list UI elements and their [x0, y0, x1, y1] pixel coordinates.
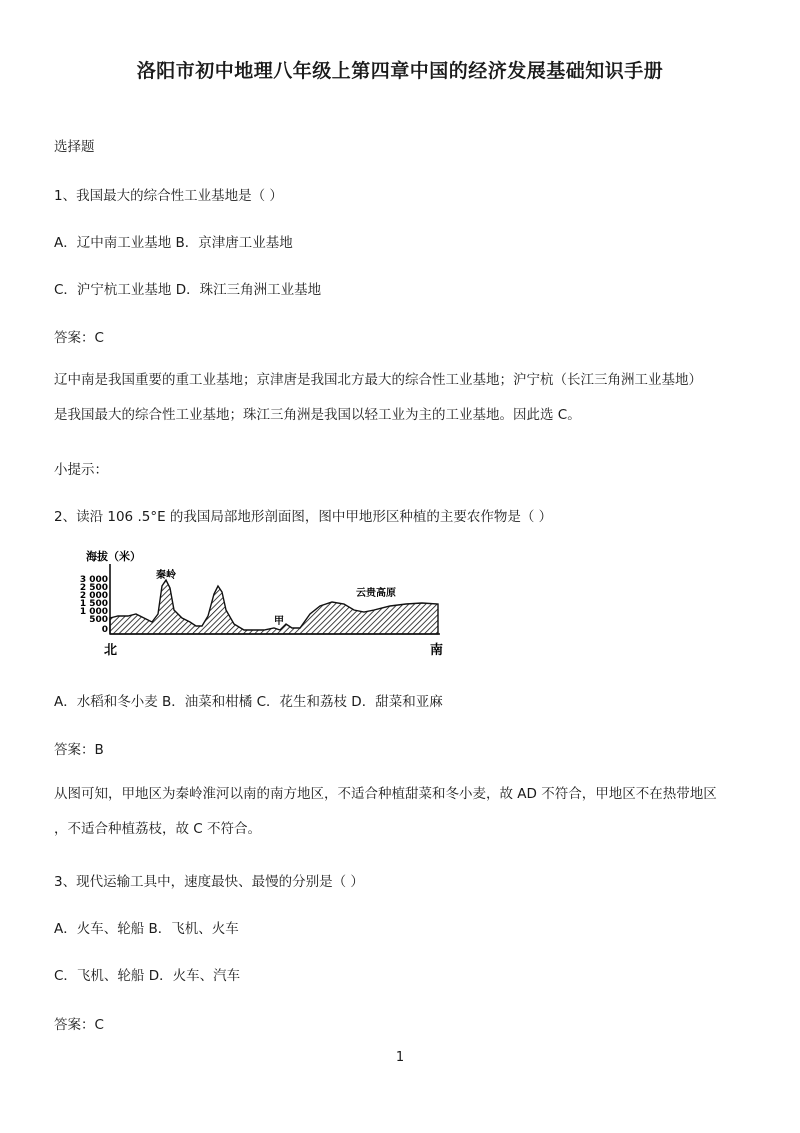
q2-explanation-line-2: ，不适合种植荔枝，故 C 不符合。	[54, 821, 262, 837]
page-number: 1	[395, 1050, 405, 1065]
q1-explanation-line-1: 辽中南是我国重要的重工业基地；京津唐是我国北方最大的综合性工业基地；沪宁杭（长江三角洲工业基地）	[54, 372, 702, 388]
y-axis-label: 海拔（米）	[86, 550, 141, 563]
q3-options-cd: C．飞机、轮船 D．火车、汽车	[54, 968, 241, 984]
label-qinling: 秦岭	[156, 570, 176, 581]
q1-stem: 1、我国最大的综合性工业基地是（ ）	[54, 188, 283, 204]
q1-answer: 答案：C	[54, 330, 104, 346]
y-tick-0: 0	[101, 625, 108, 635]
section-heading: 选择题	[54, 139, 95, 155]
label-north: 北	[104, 643, 118, 658]
y-tick-3000: 3 000	[79, 575, 108, 585]
terrain-profile-figure	[78, 544, 448, 660]
y-tick-2000: 2 000	[79, 591, 108, 601]
q1-explanation-line-2: 是我国最大的综合性工业基地；珠江三角洲是我国以轻工业为主的工业基地。因此选 C。	[54, 407, 581, 423]
y-tick-2500: 2 500	[79, 583, 108, 593]
q1-options-cd: C．沪宁杭工业基地 D．珠江三角洲工业基地	[54, 282, 322, 298]
y-tick-1000: 1 000	[79, 607, 108, 617]
q3-stem: 3、现代运输工具中，速度最快、最慢的分别是（ ）	[54, 874, 364, 890]
q2-stem: 2、读沿 106 .5°E 的我国局部地形剖面图，图中甲地形区种植的主要农作物是（ ）	[54, 509, 553, 525]
q1-options-ab: A．辽中南工业基地 B．京津唐工业基地	[54, 235, 293, 251]
q2-explanation	[54, 777, 754, 847]
q1-tip: 小提示：	[54, 462, 108, 478]
q2-answer: 答案：B	[54, 742, 104, 758]
q3-options-ab: A．火车、轮船 B．飞机、火车	[54, 921, 239, 937]
q2-explanation-line-1: 从图可知，甲地区为秦岭淮河以南的南方地区，不适合种植甜菜和冬小麦，故 AD 不符合，甲地区不在热带地区	[54, 786, 717, 802]
q1-explanation	[54, 363, 754, 433]
y-tick-500: 500	[89, 615, 108, 625]
label-south: 南	[430, 643, 444, 658]
page-title: 洛阳市初中地理八年级上第四章中国的经济发展基础知识手册	[136, 60, 664, 82]
label-yungui-plateau: 云贵高原	[356, 588, 396, 599]
q2-options: A．水稻和冬小麦 B．油菜和柑橘 C．花生和荔枝 D．甜菜和亚麻	[54, 694, 443, 710]
label-jia: 甲	[274, 616, 284, 627]
y-tick-1500: 1 500	[79, 599, 108, 609]
q3-answer: 答案：C	[54, 1017, 104, 1033]
